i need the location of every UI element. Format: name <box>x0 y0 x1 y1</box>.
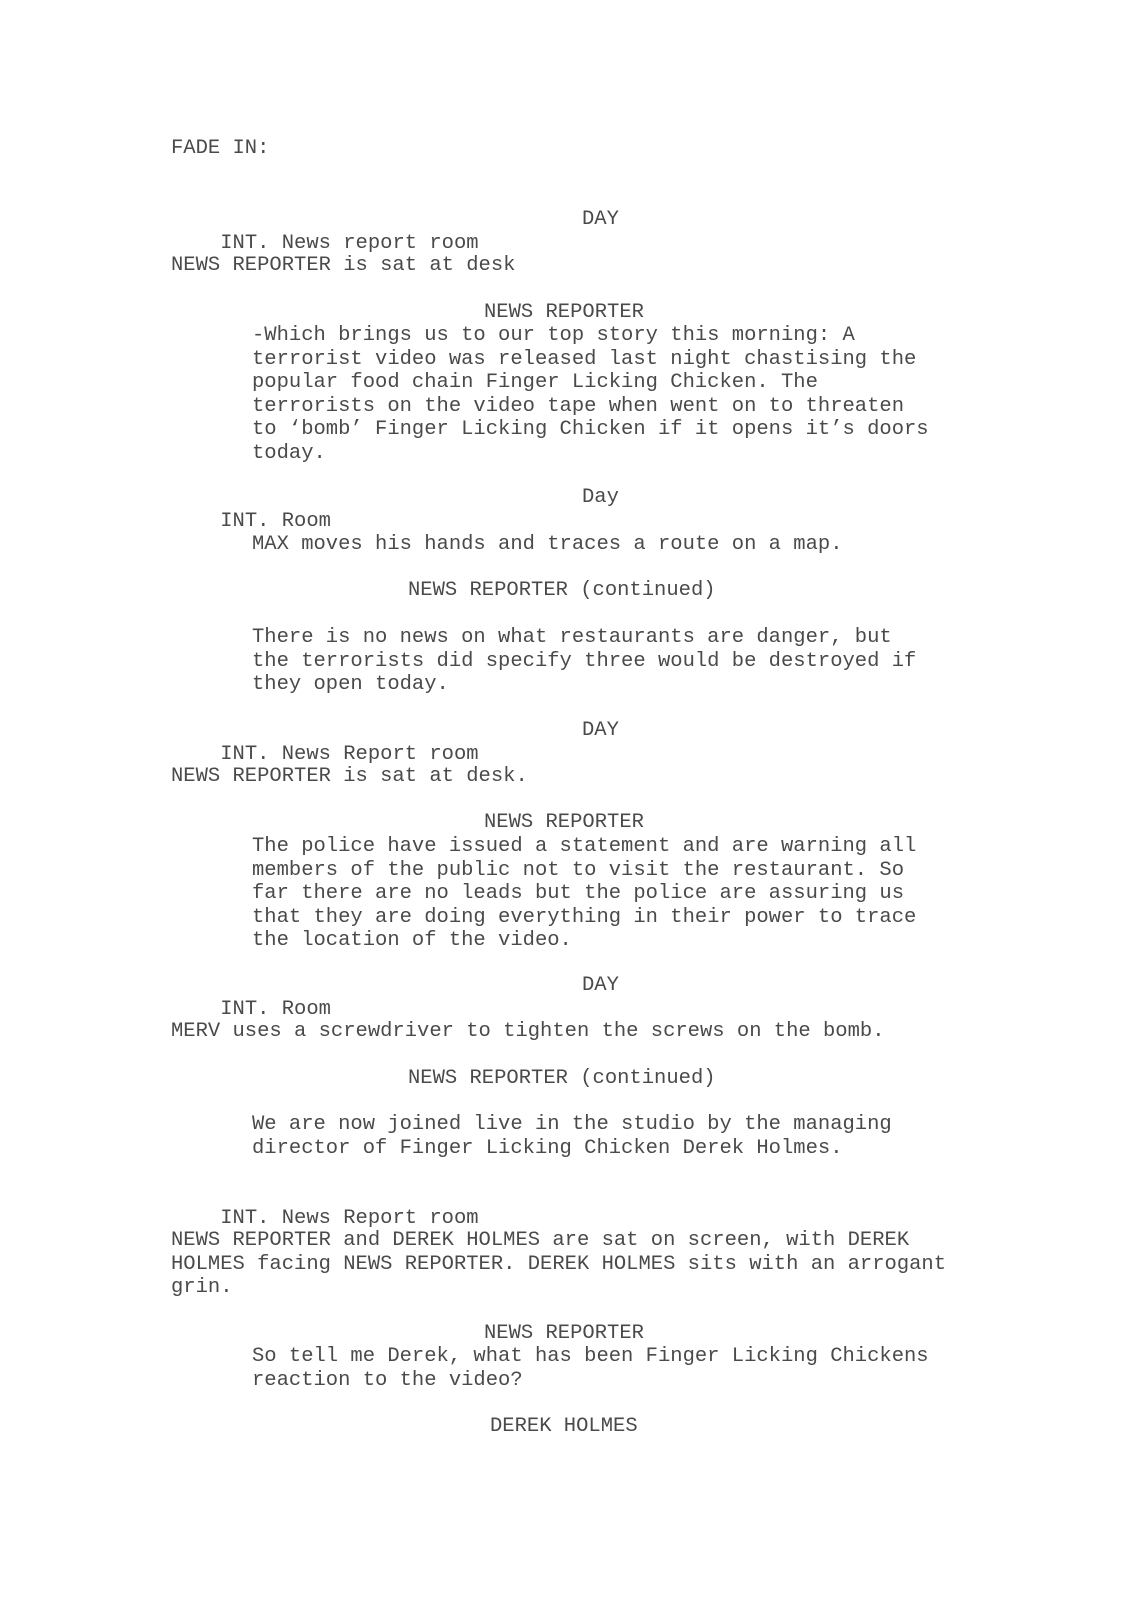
action-line: MERV uses a screwdriver to tighten the screws on the bomb. <box>171 1020 885 1043</box>
fade-in-transition: FADE IN: <box>171 137 270 160</box>
scene-location: INT. Room <box>220 510 331 533</box>
character-name: NEWS REPORTER (continued) <box>408 1067 716 1090</box>
action-line: NEWS REPORTER and DEREK HOLMES are sat on screen, with DEREK HOLMES facing NEWS REPORTER. DEREK HOLMES sits with an arrogant grin. <box>171 1229 947 1300</box>
scene-location: INT. News Report room <box>220 743 479 766</box>
scene-location: INT. News Report room <box>220 1207 479 1230</box>
action-line: NEWS REPORTER is sat at desk. <box>171 765 528 788</box>
dialogue-block: So tell me Derek, what has been Finger Licking Chickens reaction to the video? <box>252 1345 929 1392</box>
dialogue-block: We are now joined live in the studio by the managing director of Finger Licking Chicken Derek Holmes. <box>252 1113 892 1160</box>
dialogue-block: The police have issued a statement and are warning all members of the public not to visit the restaurant. So far there are no leads but the police are assuring us that they are doing everything in their power to trace the location of the video. <box>252 835 917 953</box>
scene-time: Day <box>582 486 619 509</box>
scene-time: DAY <box>582 719 619 742</box>
scene-location: INT. Room <box>220 998 331 1021</box>
dialogue-block: There is no news on what restaurants are danger, but the terrorists did specify three would be destroyed if they open today. <box>252 626 917 697</box>
character-name: NEWS REPORTER <box>484 1322 644 1345</box>
dialogue-block: -Which brings us to our top story this morning: A terrorist video was released last night chastising the popular food chain Finger Licking Chicken. The terrorists on the video tape when went on to threaten to ‘bomb’ Finger Licking Chicken if it opens it’s doors today. <box>252 324 929 465</box>
scene-time: DAY <box>582 208 619 231</box>
character-name: NEWS REPORTER (continued) <box>408 579 716 602</box>
scene-location: INT. News report room <box>220 232 479 255</box>
character-name: NEWS REPORTER <box>484 301 644 324</box>
character-name: DEREK HOLMES <box>490 1415 638 1438</box>
action-line: MAX moves his hands and traces a route on a map. <box>252 533 843 556</box>
character-name: NEWS REPORTER <box>484 811 644 834</box>
scene-time: DAY <box>582 974 619 997</box>
action-line: NEWS REPORTER is sat at desk <box>171 254 516 277</box>
